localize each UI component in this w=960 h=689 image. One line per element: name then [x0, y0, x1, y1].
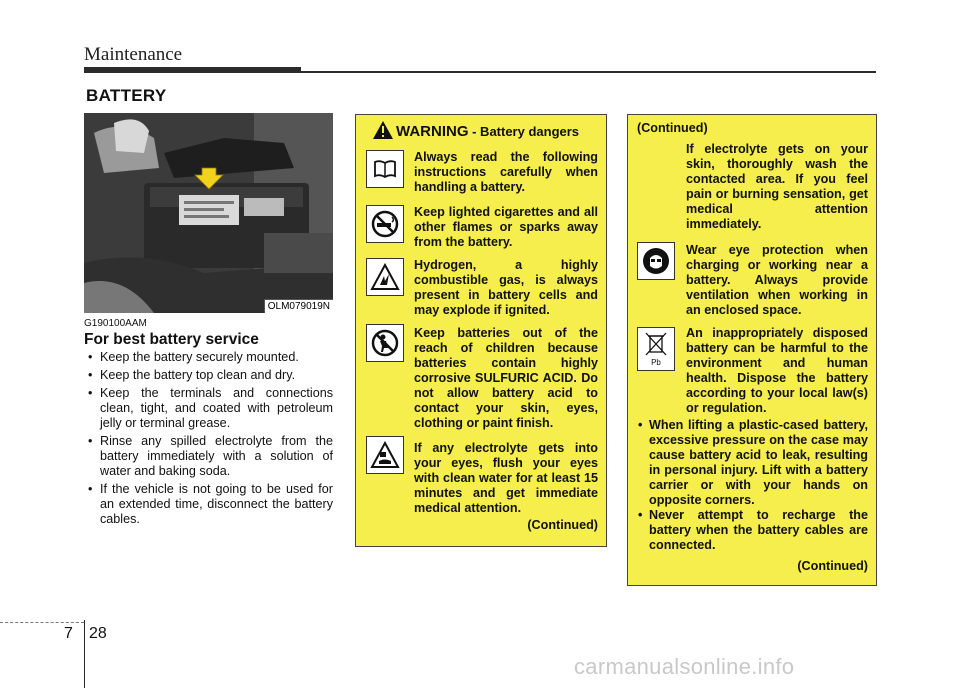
footer-dashed-rule: [0, 622, 84, 623]
warning-label: WARNING: [396, 123, 469, 140]
pb-label: Pb: [651, 358, 661, 367]
section-title: BATTERY: [86, 86, 167, 105]
footer-page-number: 28: [89, 625, 107, 642]
header-rule-thick: [84, 67, 301, 73]
watermark: carmanualsonline.info: [574, 654, 795, 679]
warning2-bullets: [637, 418, 868, 553]
warning-item-children: Keep batteries out of the reach of children because batteries contain highly corrosive SULFURIC ACID. Do not allow battery acid to contact your skin, eyes, clothing or paint finish.: [414, 326, 598, 430]
manual-book-icon: [366, 150, 404, 188]
warning-triangle-icon: [372, 120, 394, 140]
photo-caption: OLM079019N: [264, 299, 333, 313]
battery-service-list: [84, 350, 333, 530]
header-title: Maintenance: [84, 44, 183, 65]
list-item: • When lifting a plastic-cased battery, excessive pressure on the case may cause battery acid to leak, resulting in personal injury. Lift with a battery carrier or with your hands on opposite corners.: [637, 418, 868, 508]
warning-item-hydrogen: Hydrogen, a highly combustible gas, is always present in battery cells and may explode if ignited.: [414, 258, 598, 317]
list-item: • Rinse any spilled electrolyte from the battery immediately with a solution of water and baking soda.: [84, 434, 333, 479]
explosion-hazard-icon: [366, 258, 404, 296]
list-item: • Keep the battery securely mounted.: [84, 350, 333, 365]
list-item: • If the vehicle is not going to be used for an extended time, disconnect the battery cables.: [84, 482, 333, 527]
footer-chapter-number: 7: [64, 625, 73, 642]
battery-photo: [84, 113, 333, 313]
footer-vertical-rule: [84, 620, 85, 688]
list-item: • Keep the battery top clean and dry.: [84, 368, 333, 383]
section-code: G190100AAM: [84, 318, 147, 329]
continued-bottom-label: (Continued): [797, 559, 868, 573]
warning-item-skin: If electrolyte gets on your skin, thoroughly wash the contacted area. If you feel pain or burning sensation, get medical attention immediately.: [686, 142, 868, 231]
acid-corrosive-icon: [366, 436, 404, 474]
eye-protection-icon: [637, 242, 675, 280]
warning-item-read-instructions: Always read the following instructions carefully when handling a battery.: [414, 150, 598, 194]
subheading: For best battery service: [84, 331, 259, 348]
continued-top-label: (Continued): [637, 121, 708, 135]
header-rule-thin: [301, 71, 876, 73]
list-item: • Keep the terminals and connections clean, tight, and coated with petroleum jelly or terminal grease.: [84, 386, 333, 431]
no-smoking-flame-icon: [366, 205, 404, 243]
battery-photo-illustration: [84, 113, 333, 313]
keep-away-children-icon: [366, 324, 404, 362]
warning-item-eyes: If any electrolyte gets into your eyes, flush your eyes with clean water for at least 15 minutes and get immediate medical attention.: [414, 441, 598, 515]
warning-heading: [396, 123, 579, 140]
list-item: • Never attempt to recharge the battery when the battery cables are connected.: [637, 508, 868, 553]
continued-label: (Continued): [527, 518, 598, 532]
warning-subheading: - Battery dangers: [468, 124, 580, 139]
warning-item-eye-protection: Wear eye protection when charging or working near a battery. Always provide ventilation when working in an enclosed space.: [686, 243, 868, 317]
warning-item-no-flames: Keep lighted cigarettes and all other flames or sparks away from the battery.: [414, 205, 598, 249]
disposal-pb-icon: [637, 327, 675, 371]
warning-item-disposal: An inappropriately disposed battery can be harmful to the environment and human health. Dispose the battery according to your local law(s) or regulation.: [686, 326, 868, 415]
